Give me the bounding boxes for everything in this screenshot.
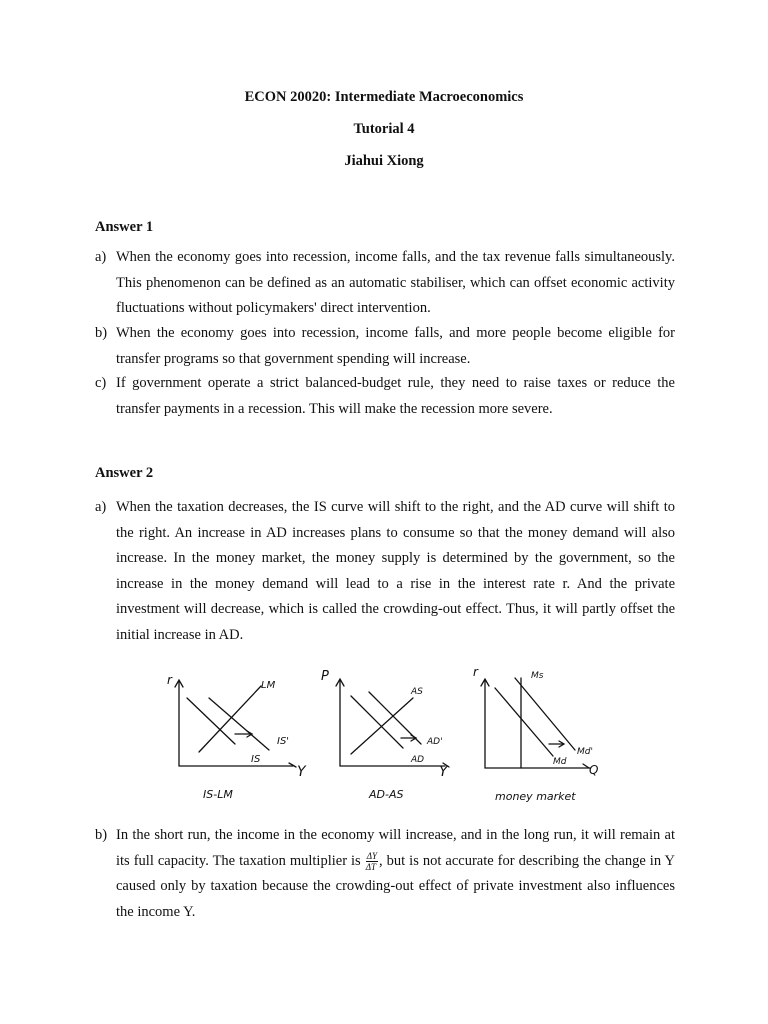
item-text: When the economy goes into recession, income falls, and the tax revenue falls simultaneously. This phenomenon can be defined as an automatic stabiliser, which can offset economic activity fluctuations without policymakers' direct intervention. [116,249,675,316]
tutorial-title: Tutorial 4 [353,121,415,137]
fraction-numerator: ΔY [366,850,378,861]
author-name: Jiahui Xiong [344,153,424,169]
item-text: When the economy goes into recession, income falls, and more people become eligible for transfer programs so that government spending will increase. [116,325,675,367]
adas-caption: AD-AS [369,788,404,801]
course-title: ECON 20020: Intermediate Macroeconomics [244,89,524,105]
lm-label: LM [261,680,276,691]
ad-new-label: AD' [427,737,443,747]
answer-2-heading: Answer 2 [95,465,154,481]
ad-curve [351,696,403,748]
md-curve [495,688,553,756]
islm-axes [179,682,293,766]
item-text: When the taxation decreases, the IS curve will shift to the right, and the AD curve will shift to the right. An increase in AD increases plans to consume so that the money demand will also increase. In the money market, the money supply is determined by the government, so the increase in the money demand will lead to a rise in the interest rate r. And the private investment will decrease, which is called the crowding-out effect. Thus, it will partly offset the initial increase in AD. [116,499,675,643]
item-text [116,823,675,925]
answer-2-item-b [95,823,675,925]
answer-1-item-c [95,371,675,422]
hand-drawn-diagrams [165,658,610,810]
md-new-curve [515,678,575,750]
is-new-label: IS' [277,736,290,747]
as-label: AS [411,687,423,697]
item-label: c) [95,375,107,391]
islm-x-label: Y [297,764,306,780]
is-label: IS [251,754,261,765]
money-caption: money market [495,790,576,803]
money-x-label: Q [589,763,599,777]
answer-2-item-a [95,495,675,648]
diagrams-svg [165,658,610,810]
text-after-fraction: , but is not accurate for describing the change in Y caused only by taxation because the crowding-out effect of private investment also influences the income Y. [116,852,676,920]
is-new-curve [209,698,269,750]
item-label: b) [95,325,108,341]
item-label: a) [95,499,107,515]
ad-label: AD [411,755,425,765]
item-text: If government operate a strict balanced-budget rule, they need to raise taxes or reduce the transfer payments in a recession. This will make the recession more severe. [116,375,675,417]
money-axes [485,680,590,768]
answer-1-item-b [95,321,675,372]
adas-axes [340,680,445,766]
md-label: Md [553,757,567,767]
item-label: a) [95,249,107,265]
adas-x-label: Y [439,764,448,780]
item-label: b) [95,827,108,843]
multiplier-fraction [366,851,378,872]
fraction-denominator: ΔT [365,861,377,872]
answer-1-heading: Answer 1 [95,219,154,235]
islm-y-label: r [167,673,172,687]
adas-y-label: P [321,669,329,684]
ms-label: Ms [531,671,544,681]
text-before-fraction: In the short run, the income in the economy will increase, and in the long run, it will remain at its full capacity. The taxation multiplier is [116,827,675,869]
answer-1-item-a [95,245,675,322]
md-new-label: Md' [577,747,593,757]
islm-caption: IS-LM [203,788,233,801]
money-y-label: r [473,665,478,679]
